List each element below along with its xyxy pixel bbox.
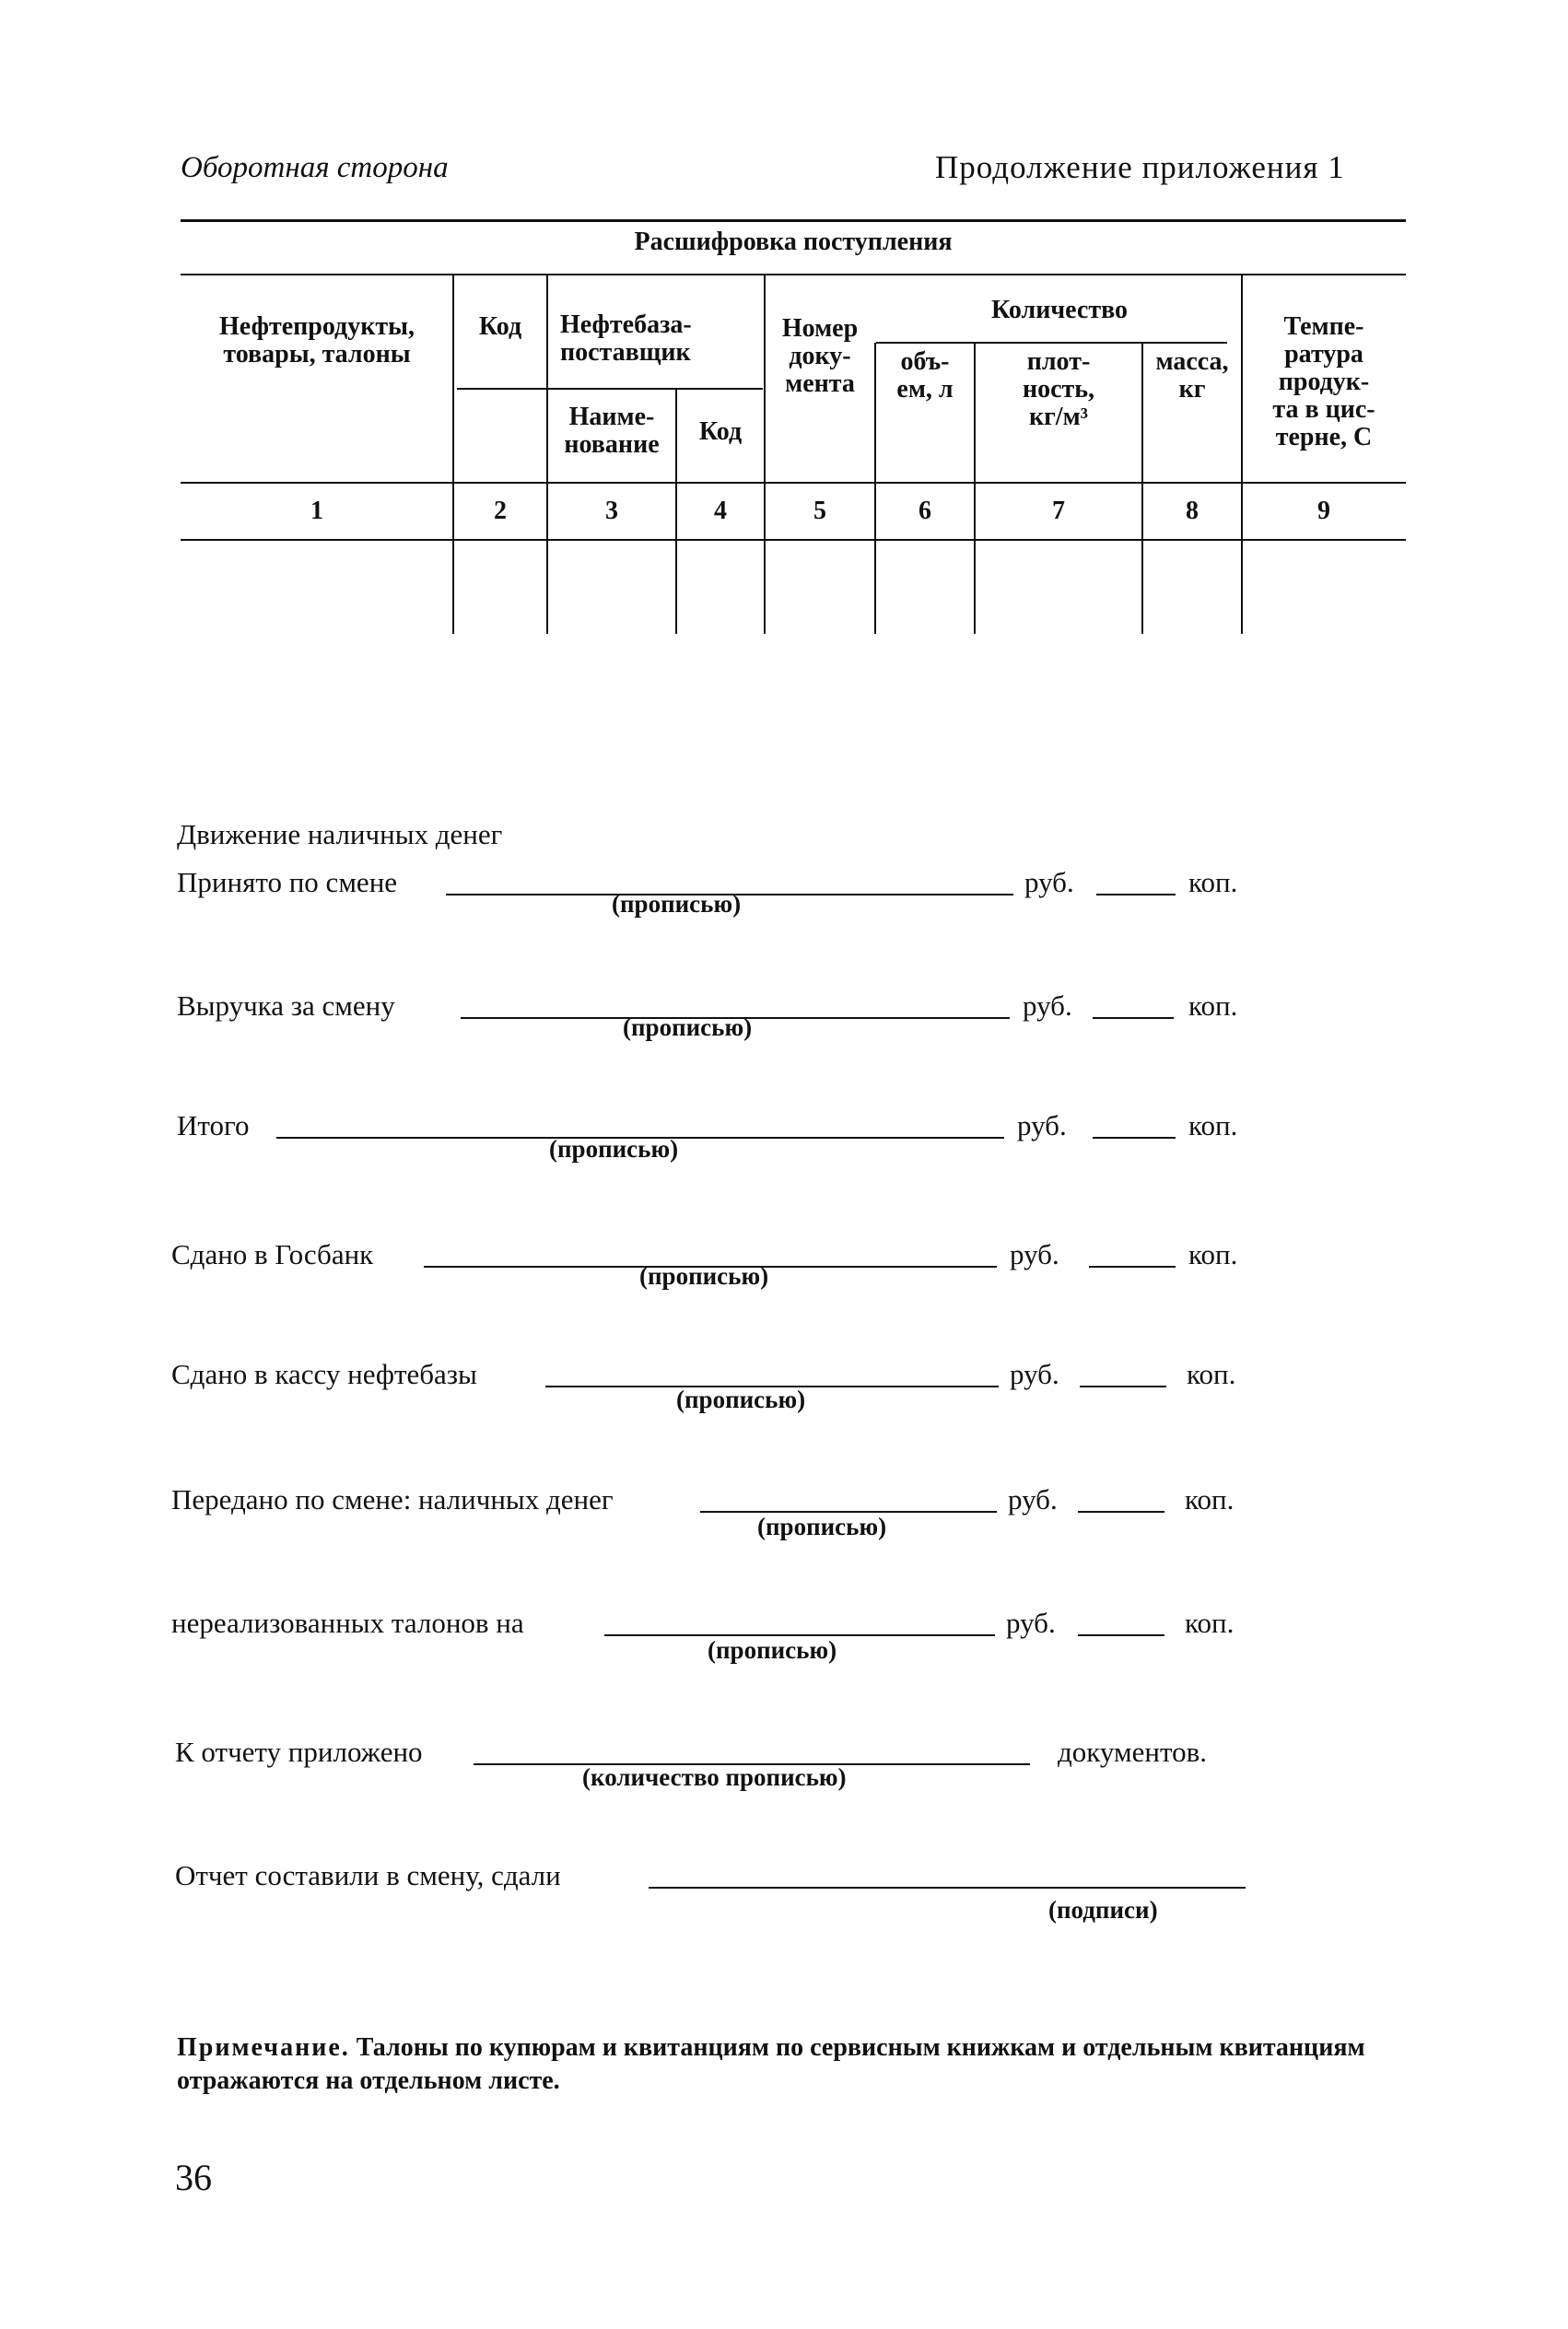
- column-number: 7: [1052, 497, 1065, 525]
- footnote: [177, 2031, 1402, 2098]
- header-quantity: Количество: [990, 296, 1129, 324]
- table-title: Расшифровка поступления: [634, 228, 953, 256]
- field-label: Сдано в кассу нефтебазы: [171, 1358, 477, 1390]
- header-supplier-name: Наиме- нование: [564, 403, 660, 459]
- kop-label: коп.: [1188, 1238, 1238, 1270]
- kopeck-field[interactable]: [1089, 1266, 1176, 1268]
- field-hint: (прописью): [708, 1636, 837, 1664]
- cash-section-title: Движение наличных денег: [177, 818, 503, 850]
- field-hint: (прописью): [639, 1262, 769, 1290]
- column-number: 8: [1186, 497, 1199, 525]
- field-label: Принято по смене: [177, 866, 398, 898]
- column-number: 4: [714, 497, 727, 525]
- field-label: Передано по смене: наличных денег: [171, 1483, 614, 1516]
- field-hint: (прописью): [549, 1135, 679, 1163]
- kop-label: коп.: [1185, 1607, 1235, 1639]
- field-hint: (подписи): [1048, 1896, 1158, 1924]
- rub-label: руб.: [1024, 866, 1074, 898]
- header-supplier-code: Код: [698, 417, 743, 446]
- header-document-number: Номер доку- мента: [781, 314, 859, 398]
- rub-label: руб.: [1010, 1358, 1059, 1390]
- kopeck-field[interactable]: [1093, 1017, 1174, 1019]
- header-supplier: Нефтебаза- поставщик: [560, 310, 692, 367]
- field-hint: (прописью): [676, 1386, 806, 1413]
- rub-label: руб.: [1023, 989, 1072, 1022]
- header-volume: объ- ем, л: [896, 347, 954, 404]
- column-number: 2: [494, 497, 507, 525]
- header-code: Код: [478, 312, 522, 341]
- header-products: Нефтепродукты, товары, талоны: [219, 312, 415, 369]
- kop-label: коп.: [1187, 1358, 1236, 1390]
- kop-label: коп.: [1188, 1109, 1238, 1141]
- signature-field[interactable]: [649, 1887, 1246, 1889]
- field-label: К отчету приложено: [175, 1736, 423, 1768]
- column-number: 6: [919, 497, 931, 525]
- field-label: Сдано в Госбанк: [171, 1238, 374, 1270]
- column-number: 5: [813, 497, 826, 525]
- field-label: Выручка за смену: [177, 989, 395, 1022]
- note-label: Примечание.: [177, 2033, 350, 2062]
- field-hint: (прописью): [623, 1013, 753, 1041]
- field-hint: (прописью): [612, 890, 742, 918]
- rub-label: руб.: [1010, 1238, 1059, 1270]
- field-label: Отчет составили в смену, сдали: [175, 1859, 561, 1891]
- header-density: плот- ность, кг/м³: [1022, 347, 1095, 431]
- kopeck-field[interactable]: [1078, 1634, 1164, 1636]
- header-temperature: Темпе- ратура продук- та в цис- терне, С: [1272, 312, 1375, 451]
- documents-label: документов.: [1058, 1736, 1207, 1768]
- rub-label: руб.: [1008, 1483, 1058, 1516]
- column-number: 9: [1317, 497, 1330, 525]
- kop-label: коп.: [1188, 989, 1238, 1022]
- kopeck-field[interactable]: [1096, 894, 1176, 895]
- kop-label: коп.: [1188, 866, 1238, 898]
- kopeck-field[interactable]: [1078, 1511, 1164, 1513]
- page-number: 36: [175, 2157, 212, 2198]
- rub-label: руб.: [1017, 1109, 1067, 1141]
- field-hint: (количество прописью): [582, 1763, 847, 1791]
- column-number: 3: [605, 497, 618, 525]
- receipt-breakdown-table: [181, 221, 1406, 645]
- field-hint: (прописью): [757, 1513, 887, 1540]
- page-header-left: Оборотная сторона: [181, 151, 449, 184]
- note-text: Талоны по купюрам и квитанциям по сервисным книжкам и отдельным квитанциям отражаются на отдельном листе.: [177, 2033, 1365, 2095]
- field-label: Итого: [177, 1109, 250, 1141]
- header-mass: масса, кг: [1155, 347, 1229, 404]
- rub-label: руб.: [1006, 1607, 1056, 1639]
- page-header-right: Продолжение приложения 1: [935, 149, 1345, 185]
- kop-label: коп.: [1185, 1483, 1235, 1516]
- table-grid: [181, 221, 1406, 645]
- kopeck-field[interactable]: [1080, 1386, 1166, 1387]
- kopeck-field[interactable]: [1093, 1137, 1176, 1139]
- field-label: нереализованных талонов на: [171, 1607, 524, 1639]
- column-number: 1: [310, 497, 323, 525]
